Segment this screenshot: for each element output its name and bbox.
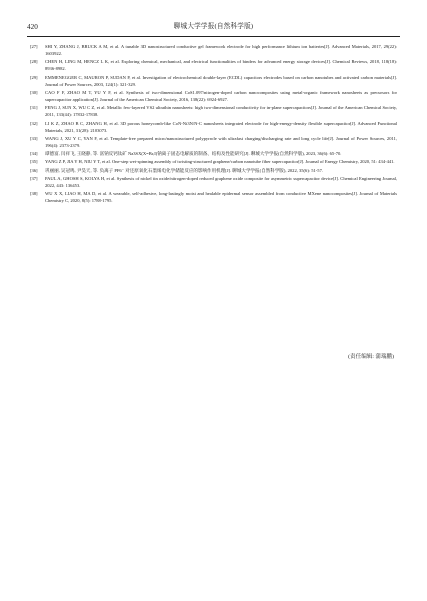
reference-text: WU X X, LIAO H, MA D, et al. A wearable, self-adhesive, long-lastingly moist and healable epidermal sensor assembled from conductive MXene nanocomposites[J]. Journal of Materials Chemistry C, 2020, 8(5): 1788-1795. xyxy=(45,190,397,204)
reference-item xyxy=(30,104,397,118)
reference-text: 谭德富, 闫祥飞, 王晓静, 等. 富钠反钙钛矿 Na3SX(X=Br,I)钠离子固态电解质的制备、结构及性能研究[J]. 聊城大学学报(自然科学版), 2023, 36(6): 65-70. xyxy=(45,151,342,157)
reference-item xyxy=(30,43,397,57)
reference-text: EMMENEGGER C, MAURON P, SUDAN P, et al. Investigation of electrochemical double-layer (ECDL) capacitors electrodes based on carbon nanotubes and activated carbon materials[J]. Journal of Power Sources, 2003, 124(1): 321-329. xyxy=(45,74,397,87)
reference-item xyxy=(30,175,397,189)
reference-item xyxy=(30,167,397,174)
reference-number: [33] xyxy=(30,135,38,141)
reference-item xyxy=(30,158,397,165)
reference-number: [28] xyxy=(30,59,38,65)
reference-number: [38] xyxy=(30,190,38,196)
reference-number: [35] xyxy=(30,159,38,165)
reference-number: [32] xyxy=(30,120,38,126)
reference-text: CHEN H, LING M, HENCZ L K, et al. Exploring chemical, mechanical, and electrical functionalities of binders for advanced energy storage devices[J]. Chemical Reviews, 2018, 118(18): 8936-8982. xyxy=(45,59,397,72)
reference-item xyxy=(30,150,397,157)
reference-number: [37] xyxy=(30,175,38,181)
reference-item xyxy=(30,89,397,103)
journal-title: 聊城大学学报(自然科学版) xyxy=(173,23,254,30)
page-header xyxy=(27,22,400,37)
reference-text: FENG J, SUN X, WU C Z, et al. Metallic few-layered VS2 ultrathin nanosheets: high two-dimensional conductivity for in-plane supercapacitors[J]. Journal of the American Chemical Society, 2011, 133(44): 17832-17838. xyxy=(45,105,397,118)
editor-note: (责任编辑: 蒲瑞鹏) xyxy=(348,354,394,360)
reference-item xyxy=(30,74,397,88)
reference-item xyxy=(30,120,397,134)
reference-number: [27] xyxy=(30,44,38,49)
reference-text: WANG J, XU Y C, YAN F, et al. Template-free prepared micro/nanostructured polypyrrole with ultrafast charging/discharging rate and long cycle life[J]. Journal of Power Sources, 2011, 196(4): 2373-2379. xyxy=(45,135,397,149)
reference-text: PAUL A, GHOSH S, KOLYA H, et al. Synthesis of nickel tin oxide/nitrogen-doped reduced graphene oxide composite for asymmetric supercapacitor device[J]. Chemical Engineering Journal, 2022, 443: 136453. xyxy=(45,175,397,188)
reference-number: [36] xyxy=(30,167,38,173)
reference-text: YANG Z P, JIA Y H, NIU Y T, et al. One-step wet-spinning assembly of twisting-structured graphene/carbon nanotube fiber supercapacitor[J]. Journal of Energy Chemistry, 2020, 51: 434-441. xyxy=(45,159,395,165)
reference-item xyxy=(30,58,397,72)
page-number: 420 xyxy=(27,23,38,31)
reference-text: CAO F F, ZHAO M T, YU Y F, et al. Synthesis of two-dimensional CoS1.097/nitrogen-doped carbon nanocomposites using metal-organic framework nanosheets as precursors for supercapacitor application[J]. Journal of the American Chemical Society, 2016, 138(22): 6924-6927. xyxy=(45,89,397,103)
reference-text: SHI Y, ZHANG J, BRUCK A M, et al. A tunable 3D nanostructured conductive gel framework electrode for high performance lithium ion batteries[J]. Advanced Materials, 2017, 29(22): 1603922. xyxy=(45,44,397,57)
reference-item xyxy=(30,190,397,204)
reference-text: LI K Z, ZHAO B C, ZHANG H, et al. 3D porous honeycomb-like CoN-Ni3N/N-C nanosheets integrated electrode for high-energy-density flexible supercapacitor[J]. Advanced Functional Materials, 2021, 31(28): 2103073. xyxy=(45,120,397,133)
reference-number: [31] xyxy=(30,105,38,111)
reference-number: [29] xyxy=(30,74,38,80)
reference-number: [30] xyxy=(30,89,38,95)
reference-number: [34] xyxy=(30,151,38,157)
reference-text: 巩丽丽, 吴冠鸣, 尹昊天, 等. 负离子 PF6⁻ 对还原氧化石墨烯电化学储能反应的影响作用机理[J]. 聊城大学学报(自然科学版), 2022, 35(6): 51-57. xyxy=(45,167,323,173)
reference-list xyxy=(30,43,397,205)
reference-item xyxy=(30,135,397,149)
